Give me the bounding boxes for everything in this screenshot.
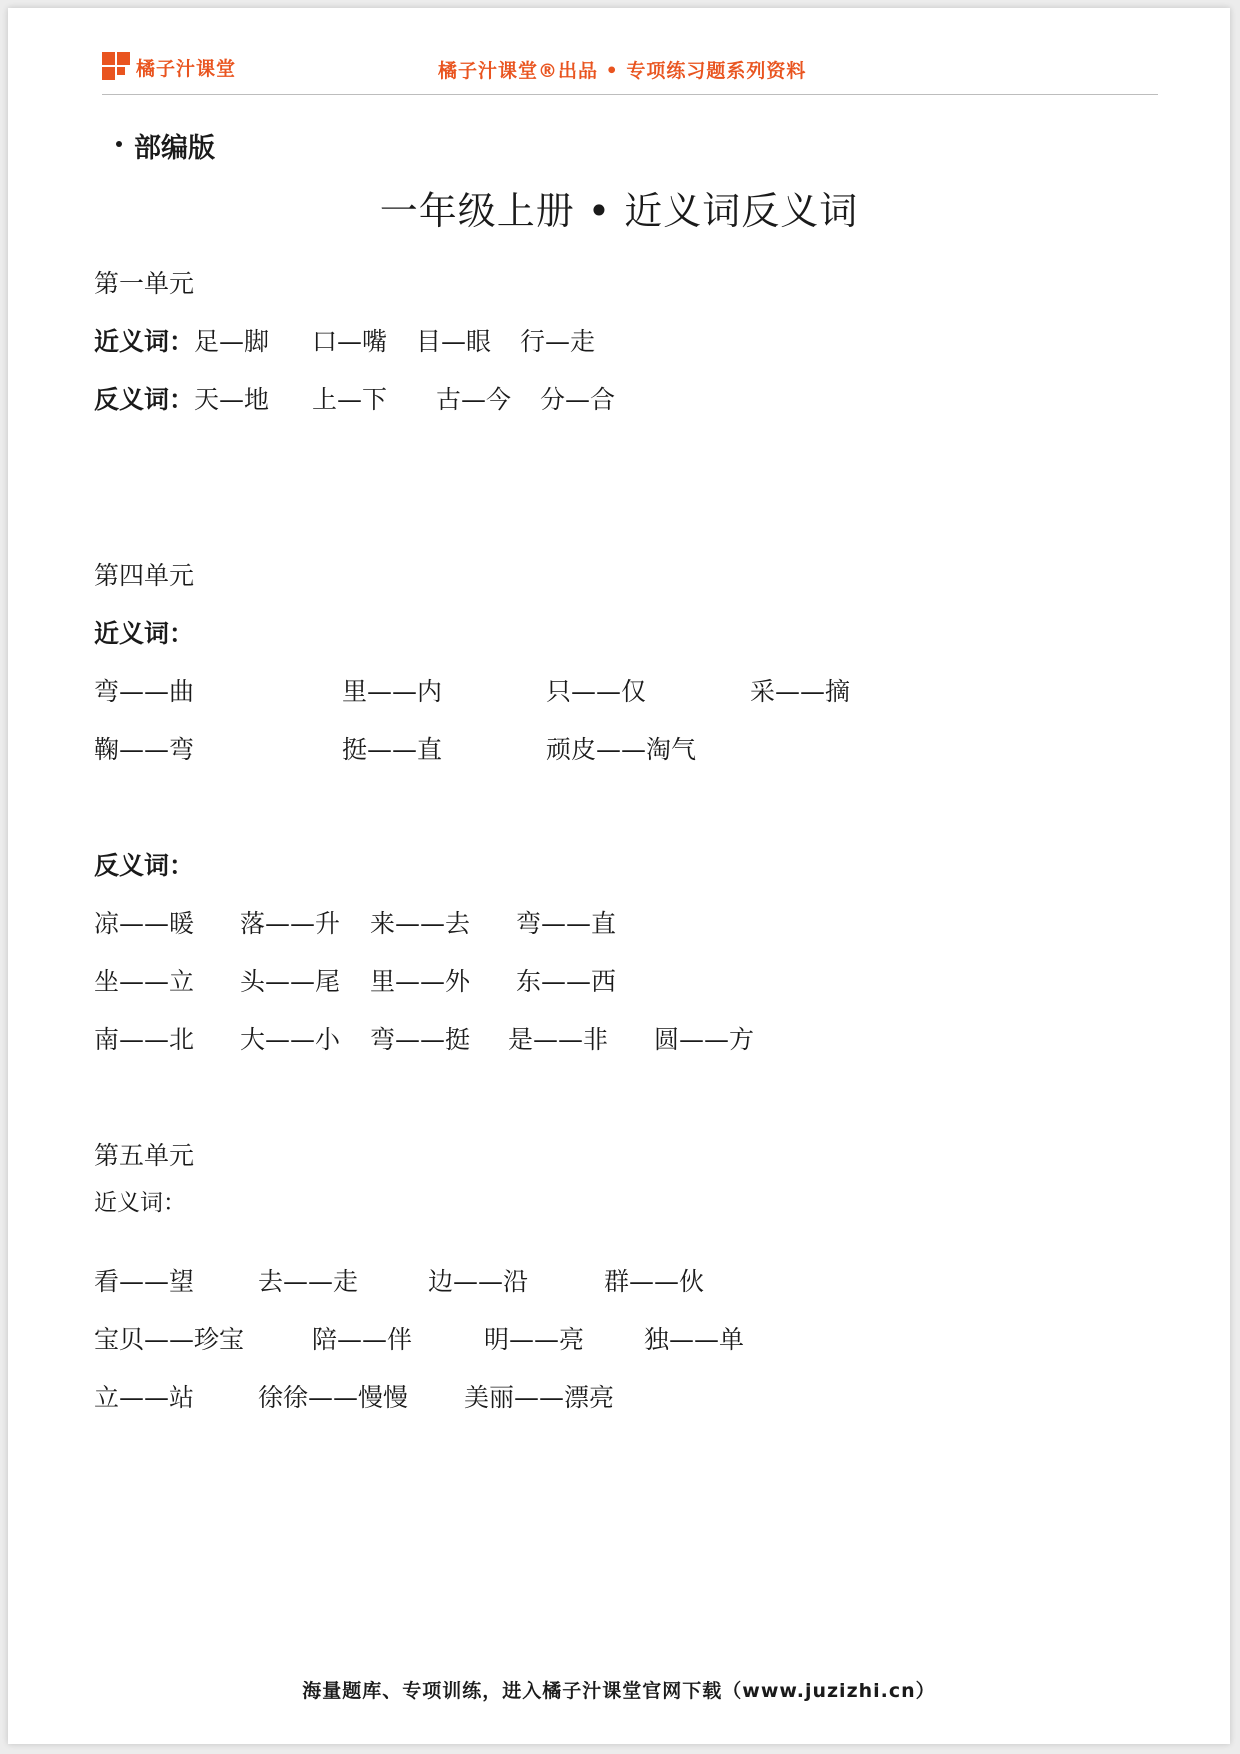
word-pair: 天—地: [194, 385, 270, 414]
unit1-synonyms-row: [94, 322, 794, 358]
word-pair: 弯——直: [516, 909, 617, 938]
brand-name: 橘子汁课堂: [136, 58, 237, 80]
word-pair: 来——去: [370, 909, 471, 938]
unit5-synonyms-row: [94, 1262, 994, 1298]
unit4-antonyms-row: [94, 962, 994, 998]
word-pair: 分—合: [540, 385, 616, 414]
unit1-syn-label: 近义词：: [94, 327, 195, 356]
brand-logo-icon: [102, 52, 130, 80]
word-pair: 足—脚: [194, 327, 270, 356]
worksheet-page: [8, 8, 1230, 1744]
word-pair: 鞠——弯: [94, 735, 195, 764]
page-footer: 海量题库、专项训练，进入橘子汁课堂官网下载（www.juzizhi.cn）: [302, 1680, 936, 1702]
word-pair: 是——非: [508, 1025, 609, 1054]
word-pair: 东——西: [516, 967, 617, 996]
word-pair: 去——走: [258, 1267, 359, 1296]
bullet-icon: [116, 141, 122, 147]
word-pair: 凉——暖: [94, 909, 195, 938]
page-title: 一年级上册 • 近义词反义词: [379, 189, 859, 233]
edition-text: 部编版: [134, 133, 215, 164]
word-pair: 美丽——漂亮: [464, 1383, 615, 1412]
word-pair: 陪——伴: [312, 1325, 413, 1354]
unit1-ant-label: 反义词：: [94, 385, 195, 414]
word-pair: 头——尾: [240, 967, 341, 996]
word-pair: 边——沿: [428, 1267, 529, 1296]
word-pair: 坐——立: [94, 967, 195, 996]
unit4-ant-label: 反义词：: [94, 851, 195, 880]
unit5-synonyms-row: [94, 1320, 994, 1356]
word-pair: 看——望: [94, 1267, 195, 1296]
word-pair: 落——升: [240, 909, 341, 938]
word-pair: 群——伙: [604, 1267, 705, 1296]
unit4-syn-label: 近义词：: [94, 619, 195, 648]
word-pair: 徐徐——慢慢: [258, 1383, 409, 1412]
word-pair: 顽皮——淘气: [546, 735, 697, 764]
unit5-heading: 第五单元: [94, 1141, 195, 1170]
unit1-heading: 第一单元: [94, 269, 195, 298]
word-pair: 圆——方: [654, 1025, 755, 1054]
word-pair: 明——亮: [484, 1325, 585, 1354]
word-pair: 弯——曲: [94, 677, 195, 706]
page-header: [102, 52, 1158, 95]
unit4-synonyms-row: [94, 672, 994, 708]
word-pair: 采——摘: [750, 677, 851, 706]
word-pair: 宝贝——珍宝: [94, 1325, 245, 1354]
word-pair: 挺——直: [342, 735, 443, 764]
word-pair: 口—嘴: [312, 327, 388, 356]
word-pair: 上—下: [312, 385, 388, 414]
word-pair: 大——小: [240, 1025, 341, 1054]
word-pair: 行—走: [520, 327, 596, 356]
word-pair: 里——内: [342, 677, 443, 706]
word-pair: 里——外: [370, 967, 471, 996]
edition-label: [116, 126, 215, 165]
word-pair: 南——北: [94, 1025, 195, 1054]
unit5-syn-label: 近义词：: [94, 1190, 186, 1216]
word-pair: 目—眼: [416, 327, 492, 356]
unit1-antonyms-row: [94, 380, 794, 416]
word-pair: 只——仅: [546, 677, 647, 706]
unit4-synonyms-row: [94, 730, 994, 766]
header-title: 橘子汁课堂®出品 • 专项练习题系列资料: [438, 60, 807, 82]
unit5-synonyms-row: [94, 1378, 994, 1414]
word-pair: 弯——挺: [370, 1025, 471, 1054]
unit4-antonyms-row: [94, 1020, 994, 1056]
word-pair: 立——站: [94, 1383, 195, 1412]
unit4-antonyms-row: [94, 904, 994, 940]
unit4-heading: 第四单元: [94, 561, 195, 590]
word-pair: 古—今: [436, 385, 512, 414]
word-pair: 独——单: [644, 1325, 745, 1354]
